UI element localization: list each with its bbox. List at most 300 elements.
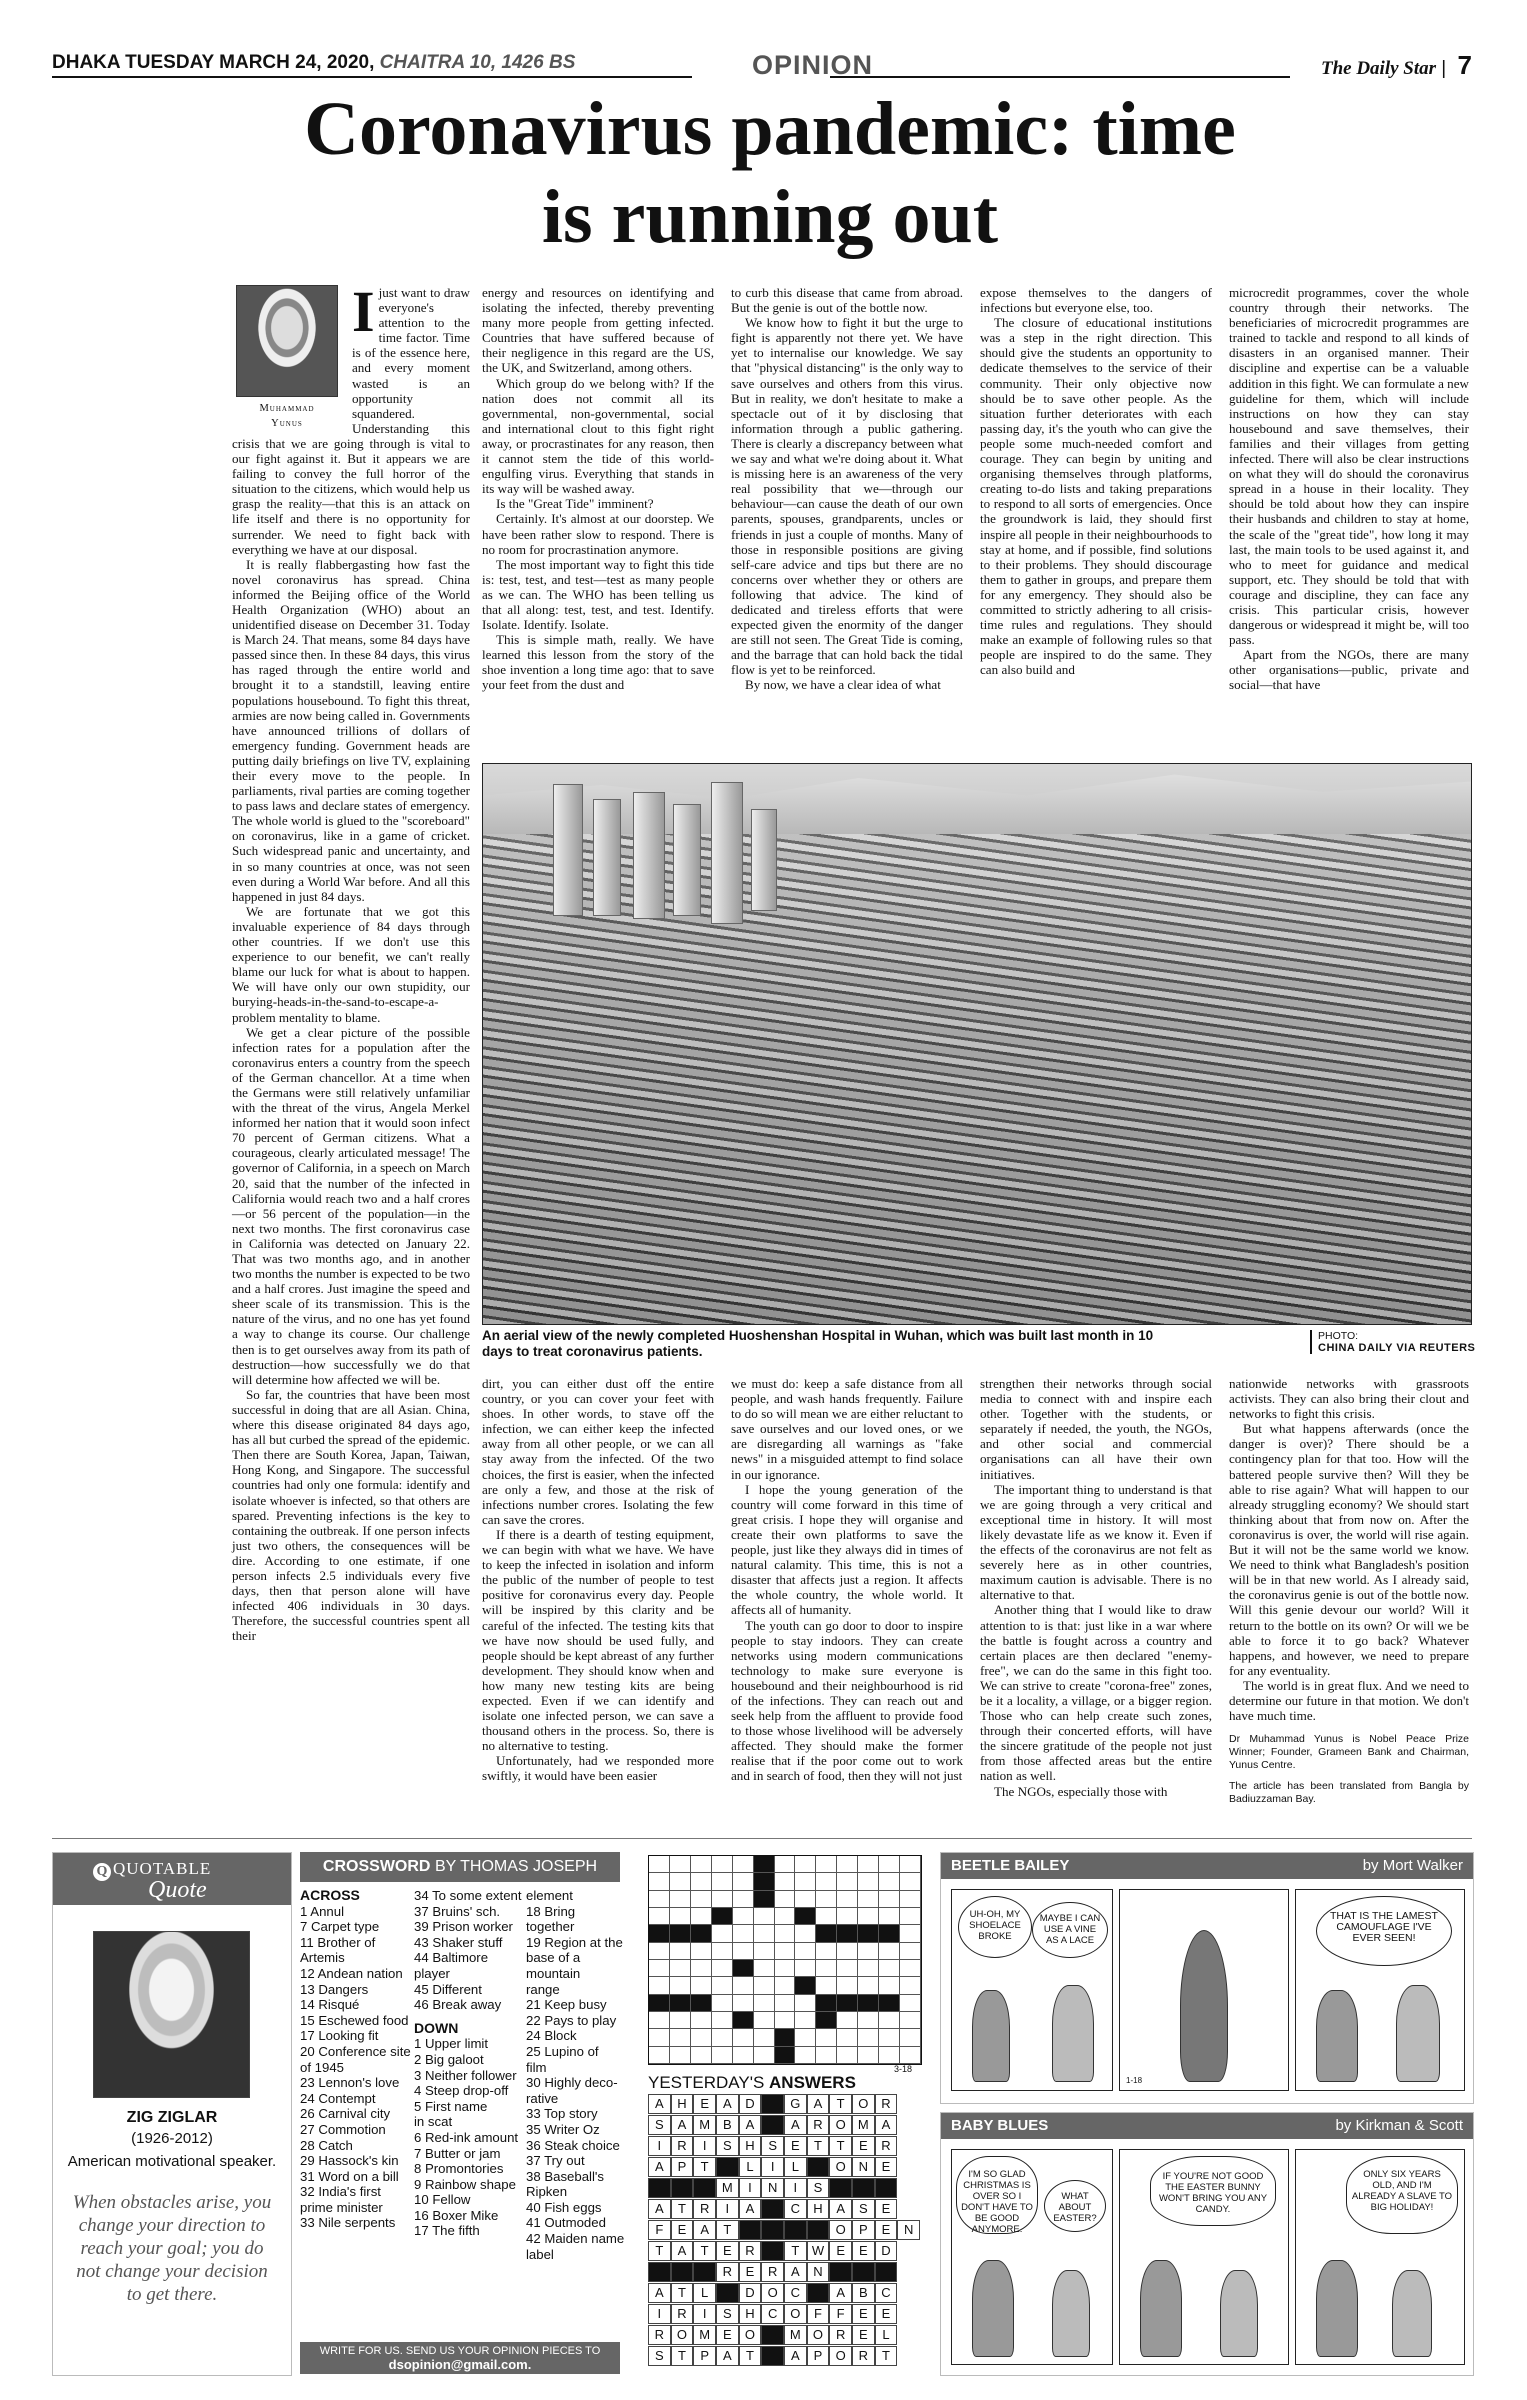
crossword-cell[interactable]	[837, 1977, 858, 1994]
speech-bubble: I'M SO GLAD CHRISTMAS IS OVER SO I DON'T HAVE TO BE GOOD ANYMORE.	[956, 2156, 1038, 2234]
answer-cell: S	[716, 2136, 739, 2156]
crossword-cell[interactable]	[670, 1960, 691, 1977]
speech-bubble: ONLY SIX YEARS OLD, AND I'M ALREADY A SLAVE TO BIG HOLIDAY!	[1346, 2156, 1458, 2234]
answer-cell: O	[671, 2325, 694, 2345]
crossword-clue: 45 Different	[414, 1981, 482, 1997]
answer-cell: E	[784, 2136, 807, 2156]
article-column-4-bottom: strengthen their networks through social media to connect with and inspire each other. Together with the students, or separately if needed, the youth, the NGOs, and other social and commercial organisations can all have their own initiatives. The important thing to understand is that we are going through a very critical and exceptional time in history. It will most likely devastate life as we know it. Even if the effects of the coronavirus are not felt as severely here as in other countries, maximum caution is advisable. There is no alternative to that. Another thing that I would like to draw attention to is that: just like in a war where the battle is fought across a country and certain places are then declared "enemy-free", we can do the same in this fight too. We can strive to create "corona-free" zones, be it a locality, a village, or a bigger region. Those who can help create such zones, through their concerted efforts, will have the sincere gratitude of the people not just from those affected areas but the entire nation as well. The NGOs, especially those with	[980, 1376, 1212, 1799]
crossword-block	[858, 1925, 879, 1942]
article-column-4-top: expose themselves to the dangers of infections but everyone else, too. The closure of educational institutions was a step in the right direction. This should give the students an opportunity to dedicate themselves to the service of their community. Their only objective now should be to save other people. As the situation further deteriorates with each passing day, it's the youth who can give the people some much-needed comfort and courage. They can begin by uniting and organising themselves through platforms, creating to-do lists and taking preparations to respond to all sorts of emergencies. Once the groundwork is laid, they should first inspire all people in their neighbourhoods to stay at home, and if possible, find solutions to their problems. They should discourage them to gather in groups, and prepare them for any emergency. They should also be committed to strictly adhering to all crisis-time rules and regulations. They should make an example of following rules so that people are inspired to do the same. They can also build and	[980, 285, 1213, 678]
crossword-cell[interactable]	[691, 2029, 712, 2046]
answer-cell: E	[875, 2199, 898, 2219]
answer-cell: T	[829, 2136, 852, 2156]
answer-block	[739, 2220, 762, 2240]
crossword-clue: label	[526, 2246, 554, 2262]
answer-cell: A	[784, 2115, 807, 2135]
answer-cell: R	[875, 2136, 898, 2156]
crossword-cell[interactable]	[795, 1995, 816, 2012]
comic-character	[1396, 1985, 1440, 2082]
crossword-block	[649, 1995, 670, 2012]
crossword-cell[interactable]	[775, 1925, 796, 1942]
answer-block	[807, 2220, 830, 2240]
beetle-bailey-comic	[940, 1852, 1474, 2104]
crossword-cell[interactable]	[712, 1960, 733, 1977]
crossword-cell[interactable]	[837, 1908, 858, 1925]
crossword-cell[interactable]	[733, 1995, 754, 2012]
speech-bubble: MAYBE I CAN USE A VINE AS A LACE	[1032, 1902, 1108, 1958]
crossword-cell[interactable]	[795, 2047, 816, 2064]
crossword-cell[interactable]	[858, 1908, 879, 1925]
crossword-cell[interactable]	[712, 2012, 733, 2029]
crossword-cell[interactable]	[858, 1960, 879, 1977]
crossword-cell[interactable]	[900, 2029, 921, 2046]
crossword-cell[interactable]	[649, 1908, 670, 1925]
crossword-cell[interactable]	[795, 2012, 816, 2029]
answer-cell: B	[716, 2115, 739, 2135]
crossword-cell[interactable]	[795, 1873, 816, 1890]
crossword-cell[interactable]	[795, 1960, 816, 1977]
crossword-cell[interactable]	[837, 2012, 858, 2029]
answer-cell: T	[648, 2241, 671, 2261]
beetle-panel-2: 1-18	[1119, 1889, 1289, 2091]
crossword-cell[interactable]	[712, 1995, 733, 2012]
crossword-footer: WRITE FOR US. SEND US YOUR OPINION PIECES TO dsopinion@gmail.com.	[300, 2342, 620, 2374]
crossword-cell[interactable]	[649, 2029, 670, 2046]
crossword-cell[interactable]	[816, 2029, 837, 2046]
crossword-cell[interactable]	[691, 1908, 712, 1925]
answer-cell: M	[693, 2325, 716, 2345]
crossword-cell[interactable]	[816, 2047, 837, 2064]
crossword-cell[interactable]	[858, 1943, 879, 1960]
crossword-cell[interactable]	[754, 1925, 775, 1942]
answer-cell: A	[671, 2115, 694, 2135]
answer-cell: A	[739, 2199, 762, 2219]
crossword-cell[interactable]	[733, 1856, 754, 1873]
crossword-cell[interactable]	[837, 1891, 858, 1908]
crossword-cell[interactable]	[775, 1943, 796, 1960]
answer-block	[648, 2178, 671, 2198]
answer-cell: A	[739, 2115, 762, 2135]
answer-cell: A	[716, 2346, 739, 2366]
crossword-cell[interactable]	[837, 2047, 858, 2064]
crossword-cell[interactable]	[670, 1856, 691, 1873]
photo-hills	[483, 764, 1471, 834]
crossword-block	[733, 1960, 754, 1977]
crossword-cell[interactable]	[712, 1925, 733, 1942]
speech-bubble: UH-OH, MY SHOELACE BROKE	[958, 1896, 1032, 1958]
article-column-5-bottom: nationwide networks with grassroots activists. They can also bring their clout and networks to fight this crisis. But what happens afterwards (once the danger is over)? There should be a contingency plan for that too. How will the battered people survive then? Will they be able to rise again? What will happen to our already struggling economy? We should start thinking about that from now on. After the coronavirus is over, the world will rise again. But it will not be the same world we know. We need to think what Bangladesh's position will be in that new world. As I already said, the coronavirus genie is out of the bottle now. Will this genie devour our world? Will it return to the bottle on its own? Or will we be able to force it to go back? Whatever happens, and however, we need to prepare for any eventuality. The world is in great flux. And we need to determine our future in that motion. We don't have much time. Dr Muhammad Yunus is Nobel Peace Prize Winner; Founder, Grameen Bank and Chairman, Yunus Centre. The article has been translated from Bangla by Badiuzzaman Bay.	[1229, 1376, 1469, 1806]
crossword-cell[interactable]	[733, 2029, 754, 2046]
answer-cell: A	[807, 2094, 830, 2114]
crossword-cell[interactable]	[858, 2029, 879, 2046]
crossword-cell[interactable]	[879, 2029, 900, 2046]
crossword-cell[interactable]	[900, 1960, 921, 1977]
crossword-cell[interactable]	[733, 2047, 754, 2064]
crossword-cell[interactable]	[649, 1960, 670, 1977]
quote-header: Q QUOTABLE Quote	[53, 1853, 291, 1905]
crossword-cell[interactable]	[900, 1908, 921, 1925]
crossword-block	[691, 1995, 712, 2012]
crossword-cell[interactable]	[900, 1891, 921, 1908]
crossword-cell[interactable]	[649, 2047, 670, 2064]
crossword-clue: prime minister	[300, 2199, 383, 2215]
answer-cell: A	[648, 2199, 671, 2219]
quote-person-years: (1926-2012)	[131, 2130, 213, 2147]
answer-cell: R	[671, 2136, 694, 2156]
answer-cell: W	[807, 2241, 830, 2261]
answer-cell: D	[739, 2094, 762, 2114]
answer-cell: O	[807, 2325, 830, 2345]
crossword-block	[858, 1995, 879, 2012]
answer-cell: A	[829, 2283, 852, 2303]
beetle-panel-1	[951, 1889, 1113, 2091]
crossword-cell[interactable]	[900, 1873, 921, 1890]
answer-block	[761, 2094, 784, 2114]
crossword-cell[interactable]	[691, 2012, 712, 2029]
crossword-clue: 2 Big galoot	[414, 2051, 484, 2067]
crossword-cell[interactable]	[649, 1891, 670, 1908]
answer-cell: T	[671, 2346, 694, 2366]
crossword-cell[interactable]	[670, 1977, 691, 1994]
crossword-clue: 14 Risqué	[300, 1997, 360, 2013]
answer-block	[761, 2220, 784, 2240]
answer-cell: A	[716, 2094, 739, 2114]
section-divider	[52, 1838, 1472, 1839]
crossword-clue: 16 Boxer Mike	[414, 2207, 499, 2223]
crossword-cell[interactable]	[775, 1995, 796, 2012]
crossword-cell[interactable]	[712, 2047, 733, 2064]
answer-cell: I	[761, 2157, 784, 2177]
answer-cell: I	[648, 2136, 671, 2156]
crossword-clue: 19 Region at the	[526, 1934, 623, 1950]
answer-cell: O	[784, 2304, 807, 2324]
quote-person-name: ZIG ZIGLAR	[126, 2109, 218, 2126]
answer-cell: H	[807, 2199, 830, 2219]
answer-block	[761, 2346, 784, 2366]
crossword-cell[interactable]	[775, 1977, 796, 1994]
crossword-block	[795, 1977, 816, 1994]
crossword-cell[interactable]	[712, 1856, 733, 1873]
crossword-cell[interactable]	[691, 1856, 712, 1873]
quotable-quote-box	[52, 1852, 292, 2376]
crossword-clue: Ripken	[526, 2184, 568, 2200]
crossword-cell[interactable]	[670, 1891, 691, 1908]
crossword-cell[interactable]	[733, 1908, 754, 1925]
crossword-cell[interactable]	[754, 1995, 775, 2012]
crossword-clue: 42 Maiden name	[526, 2231, 625, 2247]
crossword-clue: 35 Writer Oz	[526, 2121, 600, 2137]
opinion-email-link[interactable]: dsopinion@gmail.com.	[388, 2357, 532, 2372]
crossword-cell[interactable]	[795, 1925, 816, 1942]
crossword-cell[interactable]	[775, 1873, 796, 1890]
crossword-cell[interactable]	[858, 1891, 879, 1908]
author-byline: Muhammad Yunus	[232, 285, 342, 431]
crossword-cell[interactable]	[900, 1856, 921, 1873]
crossword-cell[interactable]	[649, 1977, 670, 1994]
answer-cell: G	[784, 2094, 807, 2114]
answer-cell: O	[739, 2325, 762, 2345]
photo-building	[751, 809, 777, 911]
masthead-rule-right	[830, 76, 1290, 78]
answer-cell: T	[693, 2157, 716, 2177]
crossword-clue: 23 Lennon's love	[300, 2075, 400, 2091]
crossword-cell[interactable]	[816, 1960, 837, 1977]
crossword-cell[interactable]	[691, 1873, 712, 1890]
answer-block	[875, 2262, 898, 2282]
answer-cell: I	[648, 2304, 671, 2324]
answer-cell: E	[671, 2220, 694, 2240]
comic-character	[1392, 2270, 1432, 2357]
crossword-cell[interactable]	[670, 2047, 691, 2064]
answer-cell: L	[693, 2283, 716, 2303]
crossword-block	[816, 1925, 837, 1942]
crossword-clue: 15 Eschewed food	[300, 2012, 409, 2028]
article-column-5-top: microcredit programmes, cover the whole country through their networks. The beneficiaries of microcredit programmes are trained to tackle and respond to all kinds of disasters in an organised manner. Their discipline and expertise can be a valuable addition in this fight. We can formulate a new guideline for them, which will include instructions on how they can stay housebound and save themselves, their families and their villages from getting infected. There will also be clear instructions on what they will do should the coronavirus spread in a house in their locality. They should be told about how they can inspire their husbands and children to stay at home, the scale of the "great tide", how long it may last, the main tools to be used against it, and who to meet for guidance and medical support, etc. They should be told that with courage and discipline, they can face any crisis. This particular crisis, however dangerous or widespread it might be, will too pass. Apart from the NGOs, there are many other organisations—public, private and social—that have	[1229, 285, 1469, 693]
crossword-cell[interactable]	[712, 1943, 733, 1960]
crossword-cell[interactable]	[775, 1960, 796, 1977]
crossword-cell[interactable]	[670, 1873, 691, 1890]
crossword-cell[interactable]	[837, 1943, 858, 1960]
answer-block	[761, 2199, 784, 2219]
issue-date: DHAKA TUESDAY MARCH 24, 2020, CHAITRA 10, 1426 BS	[52, 52, 576, 73]
answer-block	[807, 2157, 830, 2177]
answer-cell: O	[761, 2283, 784, 2303]
crossword-clue: 44 Baltimore player	[414, 1950, 489, 1981]
crossword-cell[interactable]	[795, 1943, 816, 1960]
crossword-cell[interactable]	[816, 1873, 837, 1890]
answer-block	[829, 2178, 852, 2198]
crossword-cell[interactable]	[691, 1960, 712, 1977]
crossword-cell[interactable]	[879, 2012, 900, 2029]
crossword-cell[interactable]	[837, 1960, 858, 1977]
crossword-cell[interactable]	[795, 1891, 816, 1908]
answer-block	[648, 2262, 671, 2282]
crossword-cell[interactable]	[900, 2047, 921, 2064]
crossword-block	[691, 1925, 712, 1942]
crossword-grid[interactable]	[648, 1855, 922, 2065]
speech-bubble: IF YOU'RE NOT GOOD THE EASTER BUNNY WON'T BRING YOU ANY CANDY.	[1150, 2156, 1276, 2226]
answer-cell: S	[716, 2304, 739, 2324]
crossword-cell[interactable]	[900, 2012, 921, 2029]
comic-character	[1140, 2260, 1182, 2357]
answer-cell: E	[739, 2262, 762, 2282]
crossword-cell[interactable]	[733, 1891, 754, 1908]
crossword-cell[interactable]	[733, 1977, 754, 1994]
crossword-cell[interactable]	[754, 1960, 775, 1977]
crossword-cell[interactable]	[754, 1943, 775, 1960]
crossword-cell[interactable]	[837, 2029, 858, 2046]
crossword-cell[interactable]	[670, 1908, 691, 1925]
crossword-clue: 17 Looking fit	[300, 2028, 379, 2044]
crossword-clue: 11 Brother of	[300, 1934, 376, 1950]
crossword-cell[interactable]	[691, 1943, 712, 1960]
answer-cell: E	[716, 2325, 739, 2345]
crossword-cell[interactable]	[670, 2012, 691, 2029]
crossword-cell[interactable]	[816, 1908, 837, 1925]
crossword-cell[interactable]	[900, 1995, 921, 2012]
answer-cell: T	[875, 2346, 898, 2366]
answer-cell: E	[716, 2241, 739, 2261]
article-column-3-bottom: we must do: keep a safe distance from all people, and wash hands frequently. Failure to do so will mean we are either reluctant to save ourselves and our loved ones, or we are disregarding all warnings as "fake news" in a misguided attempt to find solace in our ignorance. I hope the young generation of the country will come forward in this time of great crisis. I hope they will organise and create their own platforms to save the people, just like they always did in times of natural calamity. This time, this is not a disaster that affects just a region. It affects the whole country, the whole world. It affects all of humanity. The youth can go door to door to inspire people to stay indoors. They can create networks using modern communications technology to make sure everyone is housebound and their neighbourhood is rid of the infections. They can reach out and seek help from the affluent to provide food to those whose livelihood will be adversely affected. They should make the former realise that if the poor come out to work and in search of food, then they will not just	[731, 1376, 963, 1784]
crossword-cell[interactable]	[900, 1925, 921, 1942]
crossword-cell[interactable]	[858, 1873, 879, 1890]
crossword-cell[interactable]	[775, 2012, 796, 2029]
blues-panel-1	[951, 2149, 1113, 2365]
answer-cell: C	[875, 2283, 898, 2303]
crossword-clue: 6 Red-ink amount	[414, 2129, 519, 2145]
crossword-clue: 24 Block	[526, 2028, 577, 2044]
crossword-cell[interactable]	[691, 2047, 712, 2064]
crossword-cell[interactable]	[816, 1977, 837, 1994]
answer-cell: L	[739, 2157, 762, 2177]
hospital-aerial-photo	[482, 763, 1472, 1325]
drop-cap: I	[352, 279, 375, 344]
crossword-clue: 33 Nile serpents	[300, 2215, 396, 2231]
crossword-cell[interactable]	[649, 1873, 670, 1890]
answer-cell: E	[693, 2094, 716, 2114]
crossword-cell[interactable]	[879, 1856, 900, 1873]
article-column-2-top: energy and resources on identifying and isolating the infected, thereby preventing many more people from getting infected. Countries that have suffered because of their negligence in this regard are the US, the UK, and Switzerland, among others. Which group do we belong with? If the nation does not commit all its governmental, non-governmental, social and international clout to this fight right away, or procrastinates for any reason, then it cannot stem the tide of this world-engulfing virus. Everything that stands in its way will be washed away. Is the "Great Tide" imminent? Certainly. It's almost at our doorstep. We have been rather slow to respond. There is no room for procrastination anymore. The most important way to fight this tide is: test, test, and test—test as many people as we can. The WHO has been telling us that all along: test, test, and test. Identify. Isolate. Identify. Isolate. This is simple math, really. We have learned this lesson from the story of the shoe invention a long time ago: that to save your feet from the dust and	[482, 285, 714, 693]
crossword-cell[interactable]	[712, 1977, 733, 1994]
crossword-cell[interactable]	[795, 1856, 816, 1873]
photo-building	[711, 782, 743, 924]
crossword-cell[interactable]	[712, 1873, 733, 1890]
answer-cell: I	[784, 2178, 807, 2198]
crossword-clue: 27 Commotion	[300, 2121, 386, 2137]
crossword-block	[837, 1925, 858, 1942]
answer-cell: E	[875, 2304, 898, 2324]
crossword-cell[interactable]	[754, 1908, 775, 1925]
answer-cell: M	[852, 2115, 875, 2135]
crossword-cell[interactable]	[754, 1977, 775, 1994]
crossword-cell[interactable]	[816, 1891, 837, 1908]
crossword-clue: 7 Butter or jam	[414, 2145, 501, 2161]
crossword-cell[interactable]	[712, 2029, 733, 2046]
crossword-cell[interactable]	[795, 2029, 816, 2046]
answer-cell: T	[807, 2136, 830, 2156]
answer-cell: R	[739, 2241, 762, 2261]
crossword-cell[interactable]	[858, 1977, 879, 1994]
crossword-cell[interactable]	[733, 1943, 754, 1960]
crossword-cell[interactable]	[754, 2029, 775, 2046]
answer-cell: C	[784, 2199, 807, 2219]
answer-cell: D	[739, 2283, 762, 2303]
crossword-block	[754, 1856, 775, 1873]
crossword-cell[interactable]	[879, 1873, 900, 1890]
crossword-cell[interactable]	[670, 1943, 691, 1960]
answer-cell: N	[852, 2157, 875, 2177]
crossword-clue: 37 Bruins' sch.	[414, 1903, 501, 1919]
crossword-cell[interactable]	[900, 1943, 921, 1960]
author-photo	[236, 285, 338, 397]
crossword-cell[interactable]	[900, 1977, 921, 1994]
crossword-cell[interactable]	[775, 1856, 796, 1873]
answer-cell: M	[693, 2115, 716, 2135]
answer-cell: F	[648, 2220, 671, 2240]
section-label: OPINION	[752, 50, 874, 80]
answer-cell: A	[829, 2199, 852, 2219]
crossword-clue: 46 Break away	[414, 1997, 502, 2013]
crossword-cell[interactable]	[816, 1856, 837, 1873]
crossword-clue: 36 Steak choice	[526, 2137, 620, 2153]
crossword-clue: 38 Baseball's	[526, 2168, 605, 2184]
photo-building	[553, 784, 583, 916]
blues-panel-2	[1119, 2149, 1289, 2365]
crossword-cell[interactable]	[879, 1943, 900, 1960]
answer-cell: H	[739, 2304, 762, 2324]
crossword-cell[interactable]	[649, 2012, 670, 2029]
crossword-cell[interactable]	[733, 1925, 754, 1942]
photo-building	[593, 799, 621, 916]
crossword-cell[interactable]	[879, 1960, 900, 1977]
crossword-cell[interactable]	[691, 1891, 712, 1908]
crossword-cell[interactable]	[712, 1891, 733, 1908]
answer-cell: E	[875, 2157, 898, 2177]
answer-cell: R	[761, 2262, 784, 2282]
answer-block	[716, 2283, 739, 2303]
beetle-panel-3	[1295, 1889, 1465, 2091]
crossword-cell[interactable]	[775, 1908, 796, 1925]
quote-icon: Q	[93, 1863, 111, 1881]
answer-cell: I	[693, 2304, 716, 2324]
crossword-clue: 30 Highly deco-	[526, 2075, 618, 2091]
crossword-cell[interactable]	[670, 2029, 691, 2046]
answer-cell: D	[875, 2241, 898, 2261]
crossword-cell[interactable]	[816, 1943, 837, 1960]
answer-cell: B	[852, 2283, 875, 2303]
answer-block	[829, 2262, 852, 2282]
answer-cell: L	[875, 2325, 898, 2345]
crossword-cell[interactable]	[879, 1908, 900, 1925]
translation-note: The article has been translated from Bangla by Badiuzzaman Bay.	[1229, 1780, 1469, 1806]
crossword-cell[interactable]	[649, 1943, 670, 1960]
crossword-cell[interactable]	[879, 1977, 900, 1994]
answer-cell: I	[739, 2178, 762, 2198]
crossword-cell[interactable]	[879, 2047, 900, 2064]
crossword-cell[interactable]	[754, 2047, 775, 2064]
answer-cell: C	[761, 2304, 784, 2324]
answer-cell: A	[648, 2157, 671, 2177]
crossword-cell[interactable]	[649, 1856, 670, 1873]
crossword-clue: 13 Dangers	[300, 1981, 369, 1997]
crossword-cell[interactable]	[837, 1856, 858, 1873]
masthead-rule-left	[52, 76, 692, 78]
crossword-cell[interactable]	[691, 1977, 712, 1994]
crossword-cell[interactable]	[775, 1891, 796, 1908]
crossword-cell[interactable]	[754, 2012, 775, 2029]
answer-cell: T	[829, 2094, 852, 2114]
blues-panel-3	[1295, 2149, 1465, 2365]
comic-character	[1316, 1990, 1358, 2082]
answer-cell: R	[716, 2262, 739, 2282]
crossword-clue: range	[526, 1981, 560, 1997]
beetle-bailey-header: BEETLE BAILEY by Mort Walker	[941, 1853, 1473, 1879]
answer-cell: A	[784, 2346, 807, 2366]
crossword-cell[interactable]	[733, 1873, 754, 1890]
answer-cell: A	[693, 2220, 716, 2240]
crossword-clue: 37 Try out	[526, 2153, 585, 2169]
answer-cell: S	[648, 2115, 671, 2135]
crossword-cell[interactable]	[858, 1856, 879, 1873]
crossword-cell[interactable]	[858, 2047, 879, 2064]
crossword-cell[interactable]	[837, 1873, 858, 1890]
crossword-clue: 7 Carpet type	[300, 1919, 380, 1935]
crossword-cell[interactable]	[858, 2012, 879, 2029]
crossword-cell[interactable]	[879, 1891, 900, 1908]
article-column-2-bottom: dirt, you can either dust off the entire country, or you can cover your feet with shoes. In other words, to stave off the infection, we can either keep the infected away from all other people, or we can all stay away from the infected. Of the two choices, the first is easier, when the infected are only a few, and those at the risk of infections number crores. Isolating the few can save the crores. If there is a dearth of testing equipment, we can begin with what we have. We have to keep the infected in isolation and inform the public of the number of people to test positive for coronavirus every day. People will be inspired by this clarity and be careful of the infected. The testing kits that we have now should be used fully, and people should be kept abreast of any further development. They should know when and how many new testing kits are being expected. Even if we can identify and isolate one infected person, we can save a thousand others in the process. So, there is no alternative to testing. Unfortunately, had we responded more swiftly, it would have been easier	[482, 1376, 714, 1784]
crossword-clue: 26 Carnival city	[300, 2106, 391, 2122]
answer-cell: L	[784, 2157, 807, 2177]
